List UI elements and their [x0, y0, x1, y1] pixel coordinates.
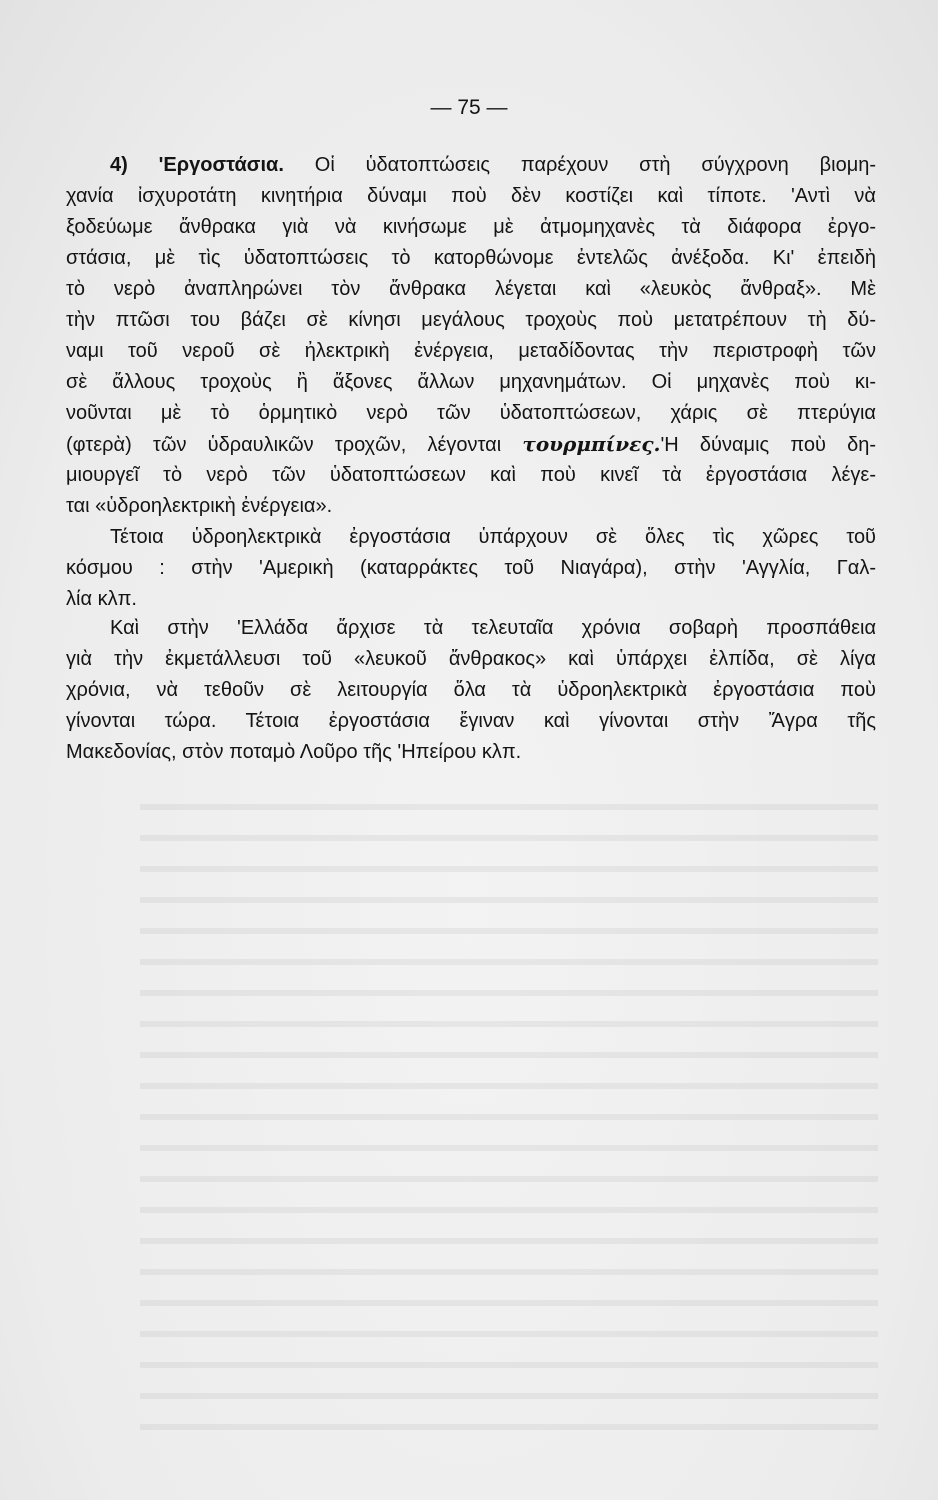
text-line: στάσια, μὲ τὶς ὑδατοπτώσεις τὸ κατορθώνομε ἐντελῶς ἀνέξοδα. Κι' ἐπειδὴ: [66, 247, 876, 269]
bleed-through-text: [140, 790, 878, 1430]
text-line: μιουργεῖ τὸ νερὸ τῶν ὑδατοπτώσεων καὶ ποὺ κινεῖ τὰ ἐργοστάσια λέγε-: [66, 464, 876, 486]
text-line: Τέτοια ὑδροηλεκτρικὰ ἐργοστάσια ὑπάρχουν σὲ ὅλες τὶς χῶρες τοῦ: [110, 526, 876, 548]
text-line: [66, 150, 876, 181]
text-span: Οἱ ὑδατοπτώσεις παρέχουν στὴ σύγχρονη βιομη-: [314, 154, 877, 176]
text-line: γίνονται τώρα. Τέτοια ἐργοστάσια ἔγιναν καὶ γίνονται στὴν Ἄγρα τῆς: [66, 710, 876, 732]
text-line: χανία ἰσχυροτάτη κινητήρια δύναμι ποὺ δὲν κοστίζει καὶ τίποτε. 'Αντὶ νὰ: [66, 185, 876, 207]
text-line: τὸ νερὸ ἀναπληρώνει τὸν ἄνθρακα λέγεται καὶ «λευκὸς ἄνθραξ». Μὲ: [66, 278, 876, 300]
body-text: [66, 150, 876, 768]
emphasized-term: τουρμπίνες.: [522, 432, 661, 456]
text-line: Καὶ στὴν 'Ελλάδα ἄρχισε τὰ τελευταῖα χρόνια σοβαρὴ προσπάθεια: [110, 617, 876, 639]
text-line: ναμι τοῦ νεροῦ σὲ ἠλεκτρικὴ ἐνέργεια, μεταδίδοντας τὴν περιστροφὴ τῶν: [66, 340, 876, 362]
text-line: τὴν πτῶσι του βάζει σὲ κίνησι μεγάλους τροχοὺς ποὺ μετατρέπουν τὴ δύ-: [66, 309, 876, 331]
section-heading: 'Εργοστάσια.: [158, 154, 284, 176]
text-line: ξοδεύωμε ἄνθρακα γιὰ νὰ κινήσωμε μὲ ἀτμομηχανὲς τὰ διάφορα ἐργο-: [66, 216, 876, 238]
text-line: κόσμου : στὴν 'Αμερικὴ (καταρράκτες τοῦ Νιαγάρα), στὴν 'Αγγλία, Γαλ-: [66, 557, 876, 579]
text-line: χρόνια, νὰ τεθοῦν σὲ λειτουργία ὅλα τὰ ὑδροηλεκτρικὰ ἐργοστάσια ποὺ: [66, 679, 876, 701]
text-line: Μακεδονίας, στὸν ποταμὸ Λοῦρο τῆς 'Ηπείρου κλπ.: [66, 741, 522, 763]
text-line: νοῦνται μὲ τὸ ὁρμητικὸ νερὸ τῶν ὑδατοπτώσεων, χάρις σὲ πτερύγια: [66, 402, 876, 424]
paragraph-greece: [66, 613, 876, 768]
paragraph-world: [66, 522, 876, 615]
text-line: [66, 429, 876, 460]
text-line: ται «ὑδροηλεκτρικὴ ἐνέργεια».: [66, 495, 333, 517]
text-line: λία κλπ.: [66, 588, 137, 610]
text-line: γιὰ τὴν ἐκμετάλλευσι τοῦ «λευκοῦ ἄνθρακος» καὶ ὑπάρχει ἐλπίδα, σὲ λίγα: [66, 648, 876, 670]
paragraph-factories: [66, 150, 876, 522]
text-span: 'Η δύναμις ποὺ δη-: [660, 434, 876, 456]
section-number: 4): [110, 154, 128, 176]
text-span: (φτερὰ) τῶν ὑδραυλικῶν τροχῶν, λέγονται: [66, 434, 502, 456]
page-number: — 75 —: [430, 96, 508, 119]
text-line: σὲ ἄλλους τροχοὺς ἢ ἄξονες ἄλλων μηχανημάτων. Οἱ μηχανὲς ποὺ κι-: [66, 371, 876, 393]
